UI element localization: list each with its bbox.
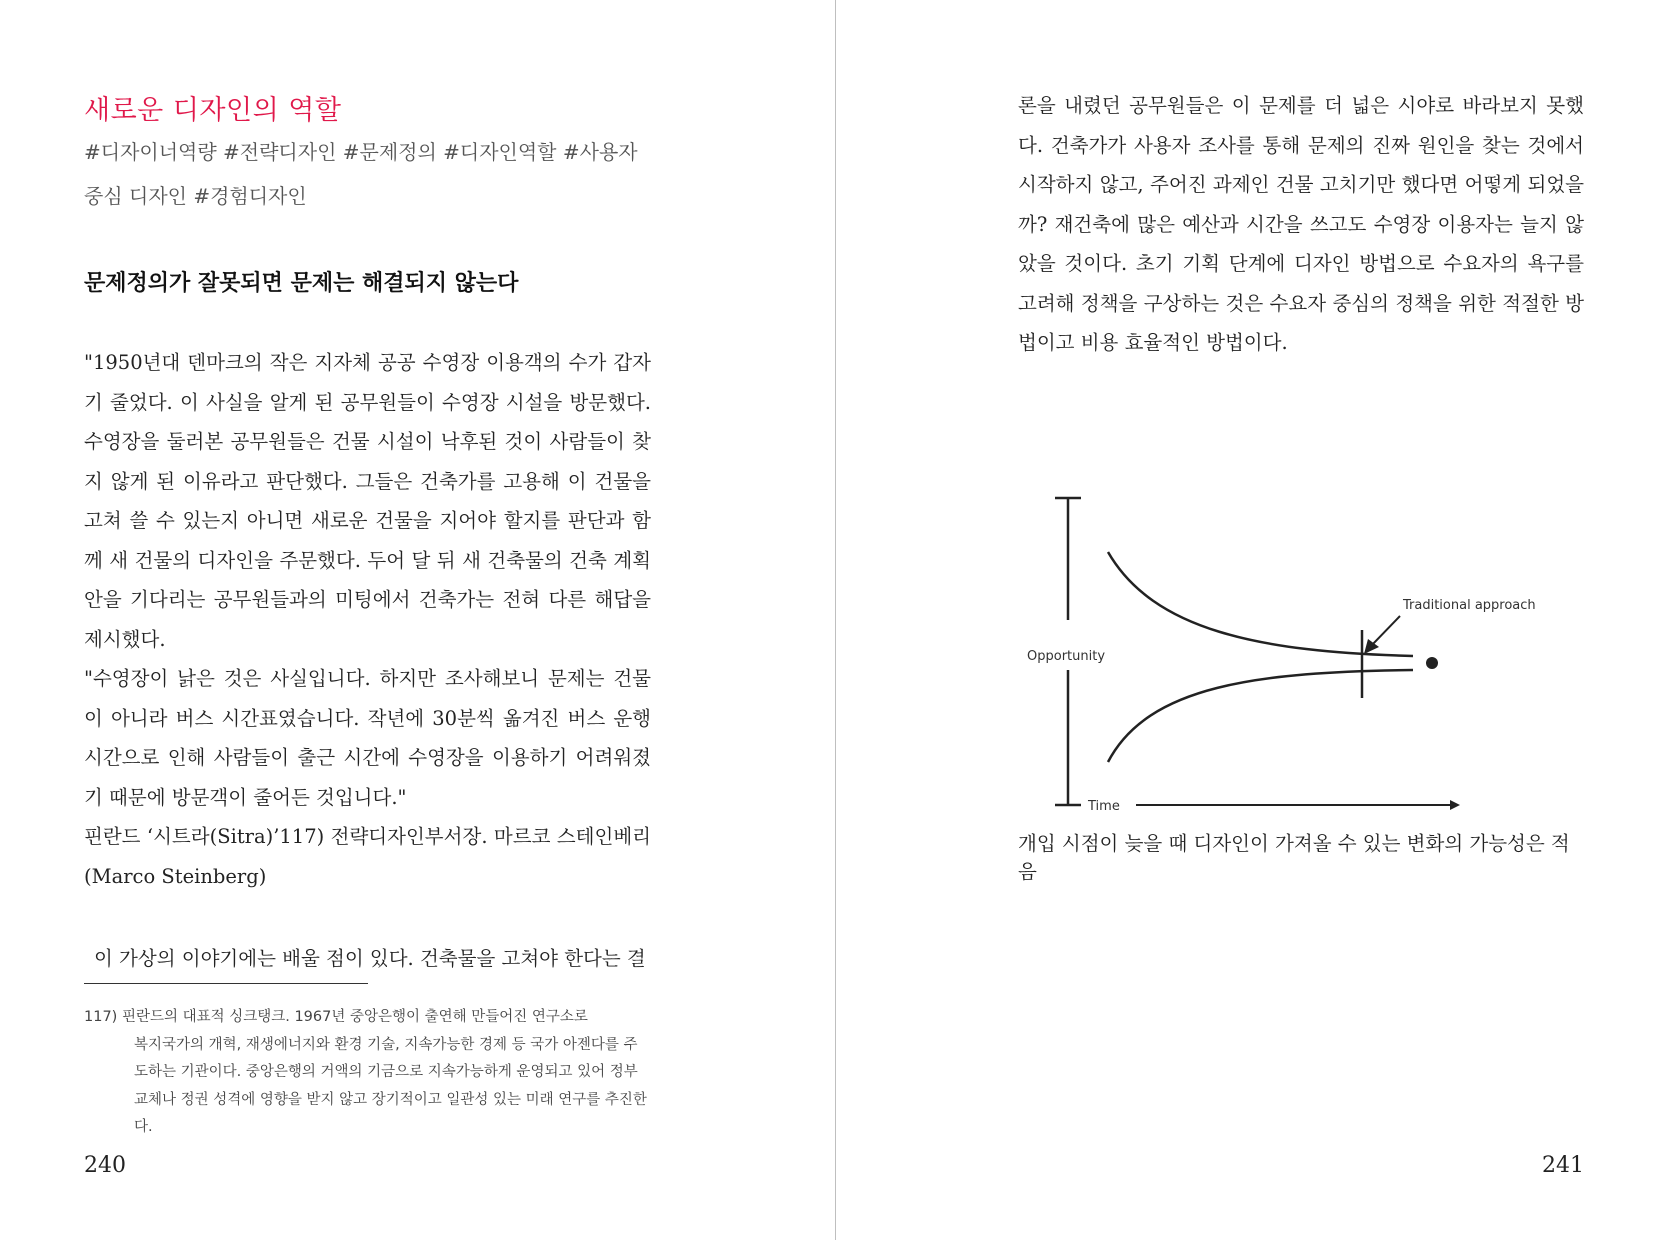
lower-curve <box>1108 670 1413 762</box>
hashtags: #디자이너역량 #전략디자인 #문제정의 #디자인역할 #사용자중심 디자인 #경험디자인 <box>84 140 638 208</box>
page-number-right: 241 <box>1542 1153 1584 1178</box>
opportunity-diagram <box>1018 480 1584 840</box>
footnote-rule <box>84 983 368 984</box>
page-number-left: 240 <box>84 1153 126 1178</box>
x-axis-arrowhead <box>1450 800 1460 810</box>
footnote-continuation: 복지국가의 개혁, 재생에너지와 환경 기술, 지속가능한 경제 등 국가 아젠다를 주도하는 기관이다. 중앙은행의 거액의 기금으로 지속가능하게 운영되고 있어 정부교체나 정권 성격에 영향을 받지 않고 장기적이고 일관성 있는 미래 연구를 추진한다. <box>134 1036 647 1135</box>
quote-attribution: 핀란드 ‘시트라(Sitra)’117) 전략디자인부서장. 마르코 스테인베리(Marco Steinberg) <box>84 825 651 888</box>
diagram-caption: 개입 시점이 늦을 때 디자인이 가져올 수 있는 변화의 가능성은 적음 <box>1018 832 1570 883</box>
quote-paragraph-2: "수영장이 낡은 것은 사실입니다. 하지만 조사해보니 문제는 건물이 아니라 버스 시간표였습니다. 작년에 30분씩 옮겨진 버스 운행 시간으로 인해 사람들이 출근 시간에 수영장을 이용하기 어려워졌기 때문에 방문객이 줄어든 것입니다." <box>84 667 651 809</box>
diagram-svg <box>1018 480 1584 840</box>
quote-paragraph-1: "1950년대 덴마크의 작은 지자체 공공 수영장 이용객의 수가 갑자기 줄었다. 이 사실을 알게 된 공무원들이 수영장 시설을 방문했다. 수영장을 둘러본 공무원들은 건물 시설이 낙후된 것이 사람들이 찾지 않게 된 이유라고 판단했다. 그들은 건축가를 고용해 이 건물을 고쳐 쓸 수 있는지 아니면 새로운 건물을 지어야 할지를 판단과 함께 새 건물의 디자인을 주문했다. 두어 달 뒤 새 건축물의 건축 계획안을 기다리는 공무원들과의 미팅에서 건축가는 전혀 다른 해답을 제시했다. <box>84 351 651 651</box>
subheading: 문제정의가 잘못되면 문제는 해결되지 않는다 <box>84 270 519 296</box>
closing-block <box>84 939 651 979</box>
x-axis-label: Time <box>1088 799 1120 814</box>
section-title: 새로운 디자인의 역할 <box>84 95 342 126</box>
quote-block <box>84 343 651 896</box>
right-paragraph: 론을 내렸던 공무원들은 이 문제를 더 넓은 시야로 바라보지 못했다. 건축가가 사용자 조사를 통해 문제의 진짜 원인을 찾는 것에서 시작하지 않고, 주어진 과제인 건물 고치기만 했다면 어떻게 되었을까? 재건축에 많은 예산과 시간을 쓰고도 수영장 이용자는 늘지 않았을 것이다. 초기 기획 단계에 디자인 방법으로 수요자의 욕구를 고려해 정책을 구상하는 것은 수요자 중심의 정책을 위한 적절한 방법이고 비용 효율적인 방법이다. <box>1018 94 1584 354</box>
right-page <box>1018 0 1584 1240</box>
footnote-first-line: 117) 핀란드의 대표적 싱크탱크. 1967년 중앙은행이 출연해 만들어진 연구소로 <box>84 1009 588 1025</box>
end-point-dot <box>1426 657 1438 669</box>
closing-paragraph: 이 가상의 이야기에는 배울 점이 있다. 건축물을 고쳐야 한다는 결 <box>94 947 646 970</box>
annotation-arrow-line <box>1371 616 1400 646</box>
annotation-label: Traditional approach <box>1403 598 1536 613</box>
left-page <box>84 0 651 1240</box>
upper-curve <box>1108 552 1413 656</box>
footnote <box>84 1004 651 1142</box>
page-gutter-divider <box>835 0 836 1240</box>
right-paragraph-block <box>1018 86 1584 363</box>
y-axis-label: Opportunity <box>1027 649 1106 664</box>
